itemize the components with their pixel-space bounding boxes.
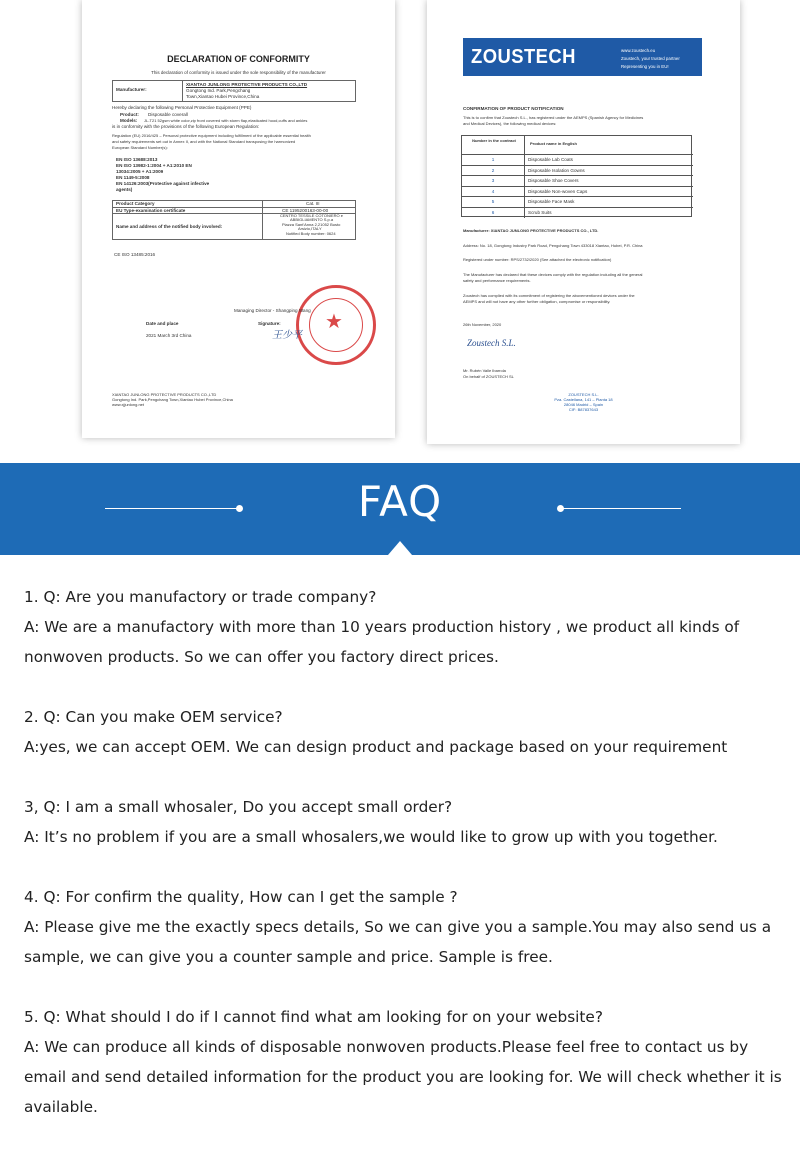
eu-certificate-value: CE 1195200163-00-00 xyxy=(282,207,329,213)
product-label: Product: xyxy=(120,112,139,117)
declaration-title: DECLARATION OF CONFORMITY xyxy=(167,54,310,64)
footer-line-3: 28046 Madrid – Spain xyxy=(563,402,604,407)
standard-4: EN 1149-5:2008 xyxy=(116,175,150,180)
notified-body-2: ABBIGLIAMENTO S.p.a xyxy=(290,217,334,222)
notification-declared-2: safety and performance requirements. xyxy=(463,278,531,283)
notification-manufacturer: Manufacturer: XIANTAO JUNLONG PROTECTIVE PRODUCTS CO., LTD. xyxy=(463,228,599,233)
footer-line-1: ZOUSTECH S.L. xyxy=(568,392,599,397)
handwritten-signature: 王少平 xyxy=(272,330,302,341)
faq-item xyxy=(24,582,794,672)
footer-website: www.xjjunlong.net xyxy=(112,402,145,407)
faq-list xyxy=(24,582,794,1122)
notification-address: Address: No. 18, Gongtong Industry Park Road, Pengchang Town 433018 Xiantao, Hubei, P.R. China xyxy=(463,243,643,248)
conformity-text: is in conformity with the provisions of the following European Regulation: xyxy=(112,124,260,129)
table-row: 1 Disposable Lab Coats xyxy=(462,154,693,165)
models-label: Models: xyxy=(120,118,138,123)
faq-question: 1. Q: Are you manufactory or trade company? xyxy=(24,588,377,606)
star-icon: ★ xyxy=(325,311,343,333)
standard-1: EN ISO 13688:2013 xyxy=(116,157,158,162)
notified-body-4: Arsizio,ITALY xyxy=(298,226,322,231)
zoustech-tagline-1: Zoustech, your trusted partner xyxy=(621,56,680,61)
table-row: 3 Disposable Shoe Covers xyxy=(462,175,693,186)
faq-question: 2. Q: Can you make OEM service? xyxy=(24,708,283,726)
faq-item xyxy=(24,702,794,762)
regulation-line-2: and safety requirements set out in Annex II, and with the National Standard transposing the harmonized xyxy=(112,139,296,144)
footer-address: Gongtong Ind. Park,Pengchang Town,Xiantao Hubei Province,China xyxy=(112,397,233,402)
manufacturer-address-2: Town,Xiantao Hubei Province,China xyxy=(186,94,260,99)
date-value: 2021 March 3rd China xyxy=(146,333,192,338)
notified-body-5: Notified Body number: 0624 xyxy=(286,230,336,236)
faq-question: 3, Q: I am a small whosaler, Do you accept small order? xyxy=(24,798,453,816)
zoustech-stamp-signature: Zoustech S.L. xyxy=(467,338,516,348)
notification-complied-1: Zoustech has complied with its commitment of registering the abovementioned devices under the xyxy=(463,293,635,298)
notification-registered: Registered under number: RPS/2732/2020 (See attached the electronic notification) xyxy=(463,257,612,262)
zoustech-banner xyxy=(463,38,702,76)
table-row: 4 Disposable Non-woven Caps xyxy=(462,186,693,197)
certificates-section xyxy=(0,0,800,463)
faq-question: 5. Q: What should I do if I cannot find what am looking for on your website? xyxy=(24,1008,603,1026)
hereby-text: Hereby declaring the following Personal Protective Equipment (PPE) xyxy=(112,105,252,110)
faq-item xyxy=(24,1002,794,1122)
notified-body-1: CENTRO TESSILE COTONIERO e xyxy=(280,212,343,218)
faq-notch xyxy=(388,541,412,555)
standard-5: EN 14126:2003(Protective against infective xyxy=(116,181,210,186)
managing-director: Managing Director - Shangping Wang xyxy=(234,308,311,313)
faq-right-line xyxy=(561,508,681,509)
date-place-label: Date and place xyxy=(146,321,179,326)
faq-answer: A: We can produce all kinds of disposable nonwoven products.Please feel free to contact us by email and send detailed information for the product you are looking for. We will check whether it is available. xyxy=(24,1038,782,1116)
manufacturer-name: XIANTAO JUNLONG PROTECTIVE PRODUCTS CO.,LTD xyxy=(186,82,308,87)
table-row: 2 Disposable Isolation Gowns xyxy=(462,165,693,176)
notification-intro-1: This is to confirm that Zoustech S.L., has registered under the AEMPS (Spanish Agency for Medicines xyxy=(463,115,644,120)
eu-certificate-label: EU Type-examination certificate xyxy=(116,207,186,213)
category-value: Cat. III xyxy=(306,201,320,206)
category-label: Product Category xyxy=(116,201,155,206)
manufacturer-label: Manufacturer: xyxy=(116,87,147,92)
notification-complied-2: AEMPS and will not have any other further obligation, compromise or responsibility. xyxy=(463,299,611,304)
faq-title: FAQ xyxy=(357,477,443,526)
signer-name: Mr. Rubén Valle Ibarrola xyxy=(463,368,506,373)
manufacturer-address-1: Gongtong Ind. Park,Pengchang xyxy=(186,88,251,93)
notification-intro-2: and Medical Devices), the following medical devices: xyxy=(463,121,557,126)
footer-company: XIANTAO JUNLONG PROTECTIVE PRODUCTS CO.,LTD xyxy=(112,392,217,397)
notification-declared-1: The Manufacturer has declared that these devices comply with the regulation including all the general xyxy=(463,272,643,277)
col-number-header: Number in the contract xyxy=(472,138,516,143)
table-row: 5 Disposable Face Mask xyxy=(462,196,693,207)
zoustech-logo: ZOUSTECH xyxy=(471,46,576,68)
standard-3: 13034:2005 + A1:2009 xyxy=(116,169,164,174)
faq-question: 4. Q: For confirm the quality, How can I get the sample ? xyxy=(24,888,458,906)
signature-label: Signature: xyxy=(258,321,281,326)
company-seal-stamp xyxy=(296,285,376,365)
faq-answer: A: We are a manufactory with more than 10 years production history , we product all kinds of nonwoven products. So we can offer you factory direct prices. xyxy=(24,618,740,666)
notified-body-3: Piazza Sant'Anna 2,21052 Busto xyxy=(282,221,341,227)
notified-body-label: Name and address of the notified body involved: xyxy=(116,224,223,229)
product-notification-document xyxy=(427,0,740,444)
table-row: 6 Scrub Suits xyxy=(462,207,693,218)
ce-iso-mark: CE ISO 13485:2016 xyxy=(114,252,156,257)
faq-answer: A: Please give me the exactly specs details, So we can give you a sample.You may also send us a sample, we can give you a counter sample and price. Sample is free. xyxy=(24,918,772,966)
faq-answer: A:yes, we can accept OEM. We can design product and package based on your requirement xyxy=(24,738,728,756)
product-value: Disposable coverall xyxy=(148,112,188,117)
declaration-of-conformity-document xyxy=(82,0,395,438)
products-table xyxy=(461,135,692,217)
footer-line-4: CIF: B87837643 xyxy=(568,407,599,412)
declaration-subtitle: This declaration of conformity is issued under the sole responsibility of the manufacturer xyxy=(151,70,326,75)
regulation-line-3: European Standard Number(s): xyxy=(112,145,168,150)
faq-item xyxy=(24,882,794,972)
notification-heading: CONFIRMATION OF PRODUCT NOTIFICATION xyxy=(463,106,564,111)
signer-behalf: On behalf of ZOUSTECH SL xyxy=(463,374,514,379)
col-name-header: Product name in English xyxy=(530,141,577,146)
zoustech-url: www.zoustech.eu xyxy=(621,48,656,53)
zoustech-tagline-2: Representing you in EU! xyxy=(621,64,669,69)
standard-6: agents) xyxy=(116,187,133,192)
models-value: JL-T21 52gsm white color,zip front covered with storm flap,elasticated hood,cuffs and ankles xyxy=(144,117,308,123)
standard-2: EN ISO 13982-1:2004 + A1:2010 EN xyxy=(116,163,192,168)
faq-item xyxy=(24,792,794,852)
faq-answer: A: It’s no problem if you are a small whosalers,we would like to grow up with you together. xyxy=(24,828,718,846)
notification-date: 26th November, 2020 xyxy=(463,322,502,327)
footer-line-2: Pza. Castellana, 141 – Planta 18 xyxy=(554,397,613,402)
regulation-line-1: Regulation (EU) 2016/425 – Personal protective equipment including fulfillment of the applicable essential health xyxy=(112,133,311,138)
